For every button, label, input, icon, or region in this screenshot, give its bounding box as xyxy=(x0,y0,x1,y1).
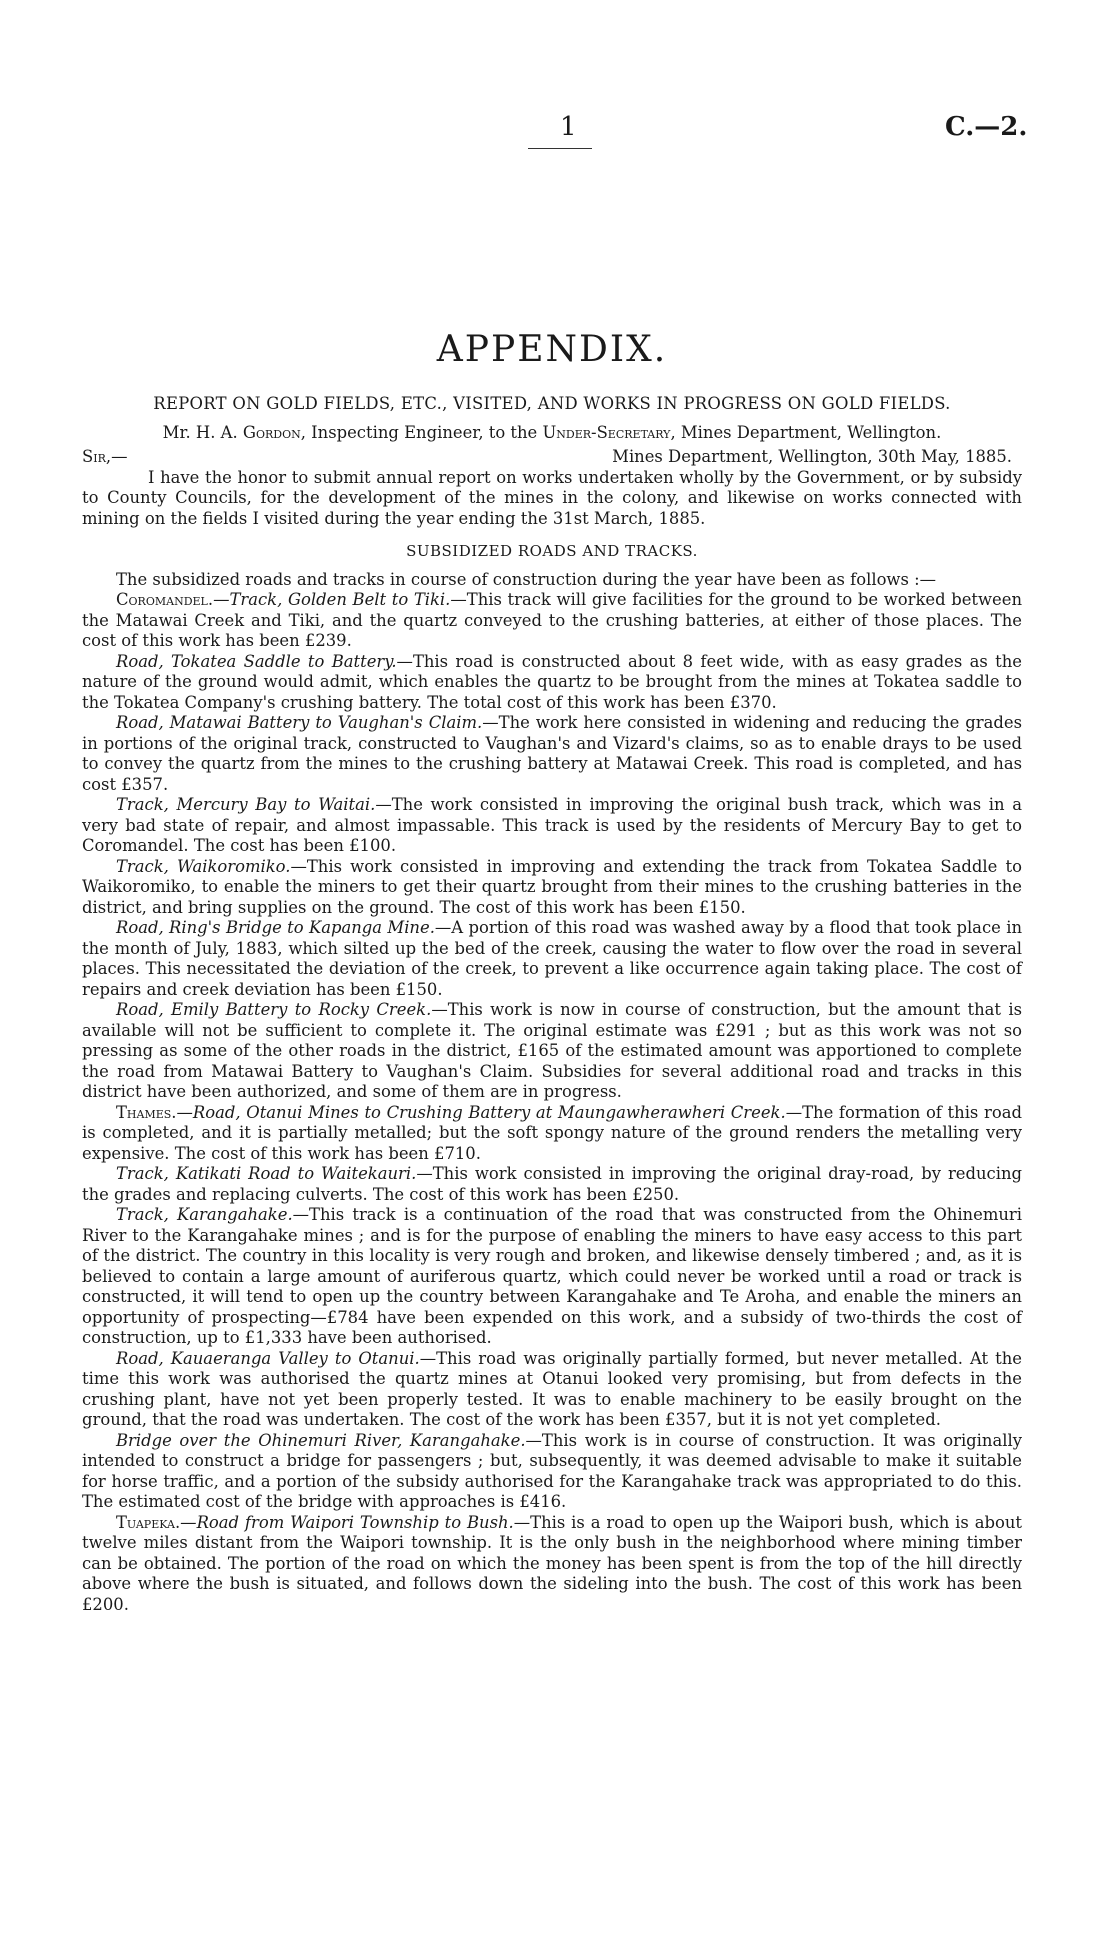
letter-date: Mines Department, Wellington, 30th May, 1885. xyxy=(612,447,1012,466)
work-heading: Track, Katikati Road to Waitekauri. xyxy=(116,1164,417,1183)
work-description: —This work consisted in improving and extending the track from Tokatea Saddle to Waikoromiko, to enable the miners to get their quartz brought from their mines to the crushing batteries in the district, and bring supplies on the ground. The cost of this work has been £150. xyxy=(82,856,1022,917)
work-heading: Road, Ring's Bridge to Kapanga Mine. xyxy=(116,918,435,937)
works-paragraph xyxy=(82,713,1022,795)
page-number: 1 xyxy=(560,112,577,142)
work-heading: Road, Emily Battery to Rocky Creek. xyxy=(116,1000,432,1019)
work-description: —A portion of this road was washed away by a flood that took place in the month of July, 1883, which silted up the bed of the creek, causing the water to flow over the road in several places. This necessitated the deviation of the creek, to prevent a like occurrence again taking place. The cost of repairs and creek deviation has been £150. xyxy=(82,918,1022,999)
works-paragraph xyxy=(82,590,1022,652)
works-list xyxy=(82,590,1022,1615)
address-suffix: , Mines Department, Wellington. xyxy=(670,422,942,442)
appendix-title: APPENDIX. xyxy=(436,329,668,370)
works-paragraph xyxy=(82,1164,1022,1205)
work-heading: Track, Karangahake. xyxy=(116,1205,293,1224)
section-intro: The subsidized roads and tracks in course of construction during the year have been as follows :— xyxy=(116,569,936,589)
work-description: —This work is now in course of construction, but the amount that is available will not be sufficient to complete it. The original estimate was £291 ; but as this work was not so pressing as some of the other roads in the district, £165 of the estimated amount was apportioned to complete the road from Matawai Battery to Vaughan's Claim. Subsidies for several additional road and tracks in this district have been authorized, and some of them are in progress. xyxy=(82,1000,1022,1101)
work-heading: —Track, Golden Belt to Tiki. xyxy=(213,590,451,609)
document-body xyxy=(82,328,1022,1615)
dateline xyxy=(82,447,1022,468)
address-recipient: Under-Secretary xyxy=(542,422,671,442)
salutation: Sir,— xyxy=(82,447,128,466)
works-paragraph xyxy=(82,1349,1022,1431)
address-middle: , Inspecting Engineer, to the xyxy=(300,422,543,442)
works-paragraph xyxy=(82,918,1022,1000)
work-description: —This is a road to open up the Waipori bush, which is about twelve miles distant from the Waipori township. It is the only bush in the neighborhood where mining timber can be obtained. The portion of the road on which the money has been spent is from the top of the hill directly above where the bush is situated, and follows down the sideling into the bush. The cost of this work has been £200. xyxy=(82,1512,1022,1614)
section-heading: SUBSIDIZED ROADS AND TRACKS. xyxy=(406,542,698,560)
works-paragraph xyxy=(82,652,1022,714)
address-prefix: Mr. H. A. xyxy=(162,422,243,442)
district-name: Thames. xyxy=(116,1102,177,1122)
work-description: —This work consisted in improving the original dray-road, by reducing the grades and replacing culverts. The cost of this work has been £250. xyxy=(82,1164,1023,1204)
work-description: —The work here consisted in widening and reducing the grades in portions of the original track, constructed to Vaughan's and Vizard's claims, so as to enable drays to be used to convey the quartz from the mines to the crushing battery at Matawai Creek. This road is completed, and has cost £357. xyxy=(82,713,1023,794)
work-description: —This road is constructed about 8 feet wide, with as easy grades as the nature of the ground would admit, which enables the quartz to be brought from the mines at Tokatea saddle to the Tokatea Company's crushing battery. The total cost of this work has been £370. xyxy=(82,651,1022,712)
works-paragraph xyxy=(82,1205,1022,1349)
works-paragraph xyxy=(82,857,1022,919)
intro-paragraph: I have the honor to submit annual report on works undertaken wholly by the Government, or by subsidy to County Councils, for the development of the mines in the colony, and likewise on works connected with mining on the fields I visited during the year ending the 31st March, 1885. xyxy=(82,467,1022,528)
works-paragraph xyxy=(82,795,1022,857)
document-code: C.—2. xyxy=(945,112,1028,142)
address-line xyxy=(82,423,1022,444)
district-name: Coromandel. xyxy=(116,590,214,609)
work-heading: Bridge over the Ohinemuri River, Karangahake. xyxy=(116,1430,526,1450)
works-paragraph xyxy=(82,1000,1022,1103)
works-paragraph xyxy=(82,1103,1022,1165)
work-heading: Track, Waikoromiko. xyxy=(116,856,291,876)
district-name: Tuapeka. xyxy=(116,1512,181,1532)
work-description: —This track will give facilities for the ground to be worked between the Matawai Creek and Tiki, and the quartz conveyed to the crushing batteries, at either of those places. The cost of this work has been £239. xyxy=(82,590,1022,650)
work-heading: Road, Kauaeranga Valley to Otanui. xyxy=(116,1348,420,1368)
work-heading: Track, Mercury Bay to Waitai. xyxy=(116,795,376,814)
work-description: —This road was originally partially formed, but never metalled. At the time this work was authorised the quartz mines at Otanui looked very promising, but from defects in the crushing plant, have not yet been properly tested. It was to enable machinery to be easily brought on the ground, that the road was undertaken. The cost of the work has been £357, but it is not yet completed. xyxy=(82,1348,1022,1429)
work-description: —The work consisted in improving the original bush track, which was in a very bad state of repair, and almost impassable. This track is used by the residents of Mercury Bay to get to Coromandel. The cost has been £100. xyxy=(82,795,1022,855)
page-number-rule xyxy=(528,148,592,149)
address-sender: Gordon xyxy=(242,422,301,442)
work-description: —This track is a continuation of the road that was constructed from the Ohinemuri River to the Karangahake mines ; and is for the purpose of enabling the miners to have easy access to this part of the district. The country in this locality is very rough and broken, and likewise densely timbered ; and, as it is believed to contain a large amount of auriferous quartz, which could never be worked until a road or track is constructed, it will tend to open up the country between Karangahake and Te Aroha, and enable the miners an opportunity of prospecting—£784 have been expended on this work, and a subsidy of two-thirds the cost of construction, up to £1,333 have been authorised. xyxy=(82,1205,1022,1347)
work-heading: Road, Matawai Battery to Vaughan's Claim. xyxy=(116,713,483,732)
works-paragraph xyxy=(82,1513,1022,1616)
works-paragraph xyxy=(82,1431,1022,1513)
work-heading: —Road from Waipori Township to Bush. xyxy=(180,1512,514,1532)
work-description: —The formation of this road is completed, and it is partially metalled; but the soft spongy nature of the ground renders the metalling very expensive. The cost of this work has been £710. xyxy=(82,1102,1022,1163)
report-title: REPORT ON GOLD FIELDS, ETC., VISITED, AND WORKS IN PROGRESS ON GOLD FIELDS. xyxy=(153,394,951,413)
work-heading: Road, Tokatea Saddle to Battery. xyxy=(116,651,397,671)
work-heading: —Road, Otanui Mines to Crushing Battery at Maungawherawheri Creek. xyxy=(176,1102,786,1122)
work-description: —This work is in course of construction. It was originally intended to construct a bridge for passengers ; but, subsequently, it was deemed advisable to make it suitable for horse traffic, and a portion of the subsidy authorised for the Karangahake track was appropriated to do this. The estimated cost of the bridge with approaches is £416. xyxy=(82,1430,1022,1511)
